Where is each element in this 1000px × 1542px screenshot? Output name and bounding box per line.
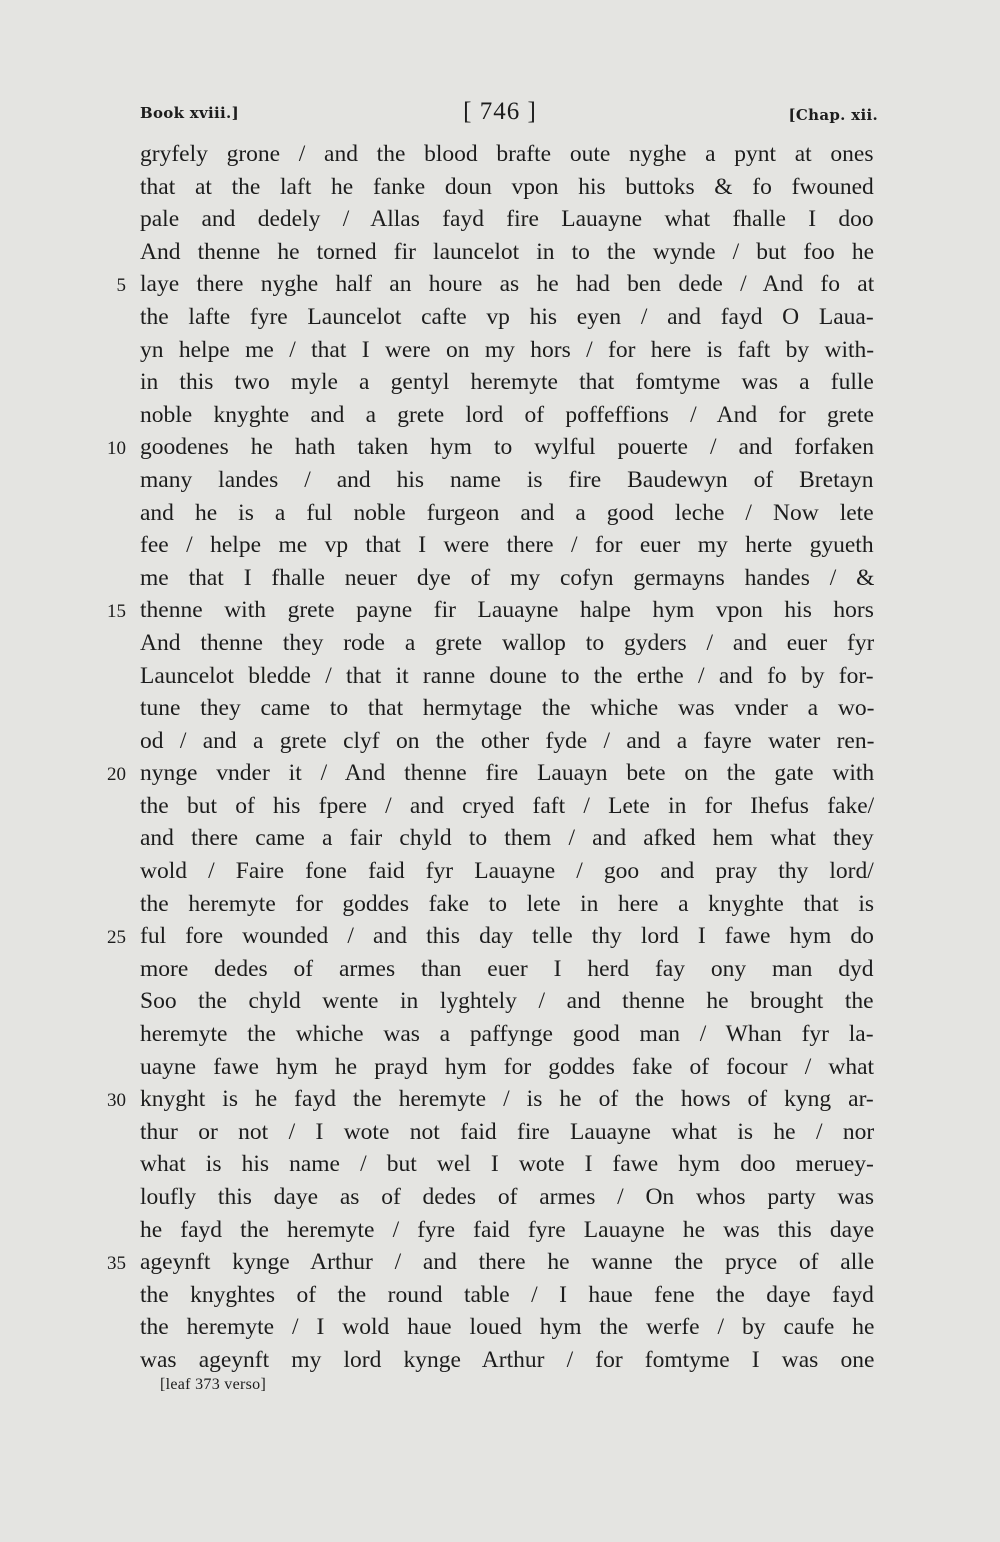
text-line	[0, 627, 1000, 660]
text-line	[0, 1181, 1000, 1214]
text-line	[0, 236, 1000, 269]
text-line	[0, 692, 1000, 725]
line-text: laye there nyghe half an houre as he had ben dede / And fo at	[140, 271, 874, 298]
text-line	[0, 1214, 1000, 1247]
text-line	[0, 790, 1000, 823]
line-text: the lafte fyre Launcelot cafte vp his eyen / and fayd O Laua-	[140, 303, 874, 330]
line-text: Launcelot bledde / that it ranne doune to the erthe / and fo by for-	[140, 662, 874, 689]
line-text: ful fore wounded / and this day telle thy lord I fawe hym do	[140, 923, 874, 950]
chapter-heading: [Chap. xii.	[788, 106, 878, 124]
line-number: 25	[107, 927, 126, 949]
text-line	[0, 1246, 1000, 1279]
line-text: that at the laft he fanke doun vpon his buttoks & fo fwouned	[140, 173, 874, 200]
line-text: uayne fawe hym he prayd hym for goddes fake of focour / what	[140, 1053, 874, 1080]
line-text: pale and dedely / Allas fayd fire Lauayne what fhalle I doo	[140, 206, 874, 233]
line-text: what is his name / but wel I wote I fawe hym doo meruey-	[140, 1151, 874, 1178]
text-line	[0, 138, 1000, 171]
text-line	[0, 855, 1000, 888]
text-line	[0, 529, 1000, 562]
line-text: od / and a grete clyf on the other fyde / and a fayre water ren-	[140, 727, 874, 754]
text-line	[0, 985, 1000, 1018]
line-text: goodenes he hath taken hym to wylful pouerte / and forfaken	[140, 434, 874, 461]
text-line	[0, 301, 1000, 334]
text-line	[0, 497, 1000, 530]
line-number: 5	[116, 275, 126, 297]
text-line	[0, 562, 1000, 595]
text-line	[0, 1279, 1000, 1312]
line-text: in this two myle a gentyl heremyte that fomtyme was a fulle	[140, 369, 874, 396]
line-text: noble knyghte and a grete lord of poffeffions / And for grete	[140, 401, 874, 428]
running-head	[0, 98, 1000, 132]
line-text: was ageynft my lord kynge Arthur / for fomtyme I was one	[140, 1346, 874, 1373]
text-line	[0, 399, 1000, 432]
text-line	[0, 920, 1000, 953]
line-text: tune they came to that hermytage the whiche was vnder a wo-	[140, 695, 874, 722]
text-line	[0, 660, 1000, 693]
text-line	[0, 757, 1000, 790]
line-text: he fayd the heremyte / fyre faid fyre Lauayne he was this daye	[140, 1216, 874, 1243]
line-number: 15	[107, 601, 126, 623]
line-text: thenne with grete payne fir Lauayne halpe hym vpon his hors	[140, 597, 874, 624]
text-line	[0, 1344, 1000, 1377]
line-text: many landes / and his name is fire Baudewyn of Bretayn	[140, 466, 874, 493]
text-line	[0, 888, 1000, 921]
text-line	[0, 1116, 1000, 1149]
text-line	[0, 334, 1000, 367]
line-text: the but of his fpere / and cryed faft / Lete in for Ihefus fake/	[140, 792, 874, 819]
line-text: the knyghtes of the round table / I haue fene the daye fayd	[140, 1281, 874, 1308]
page-number: [ 746 ]	[463, 98, 537, 125]
line-text: fee / helpe me vp that I were there / for euer my herte gyueth	[140, 532, 874, 559]
text-line	[0, 1311, 1000, 1344]
text-line	[0, 268, 1000, 301]
line-number: 20	[107, 764, 126, 786]
line-text: heremyte the whiche was a paffynge good man / Whan fyr la-	[140, 1021, 874, 1048]
text-line	[0, 171, 1000, 204]
line-number: 35	[107, 1253, 126, 1275]
line-text: ageynft kynge Arthur / and there he wanne the pryce of alle	[140, 1249, 874, 1276]
line-text: the heremyte for goddes fake to lete in here a knyghte that is	[140, 890, 874, 917]
text-line	[0, 366, 1000, 399]
text-line	[0, 1148, 1000, 1181]
text-line	[0, 594, 1000, 627]
text-line	[0, 725, 1000, 758]
line-text: knyght is he fayd the heremyte / is he of the hows of kyng ar-	[140, 1086, 874, 1113]
line-text: the heremyte / I wold haue loued hym the werfe / by caufe he	[140, 1314, 874, 1341]
line-text: gryfely grone / and the blood brafte oute nyghe a pynt at ones	[140, 141, 874, 167]
text-line	[0, 1018, 1000, 1051]
line-text: And thenne he torned fir launcelot in to the wynde / but foo he	[140, 238, 874, 265]
line-text: and he is a ful noble furgeon and a good leche / Now lete	[140, 499, 874, 526]
line-text: loufly this daye as of dedes of armes / On whos party was	[140, 1184, 874, 1210]
line-text: me that I fhalle neuer dye of my cofyn germayns handes / &	[140, 564, 874, 591]
leaf-note: [leaf 373 verso]	[160, 1376, 267, 1393]
body-text	[0, 138, 1000, 1377]
text-line	[0, 1083, 1000, 1116]
line-text: thur or not / I wote not faid fire Lauayne what is he / nor	[140, 1118, 874, 1145]
line-text: And thenne they rode a grete wallop to gyders / and euer fyr	[140, 629, 874, 656]
line-number: 30	[107, 1090, 126, 1112]
text-line	[0, 822, 1000, 855]
text-line	[0, 203, 1000, 236]
line-text: Soo the chyld wente in lyghtely / and thenne he brought the	[140, 988, 874, 1015]
text-line	[0, 953, 1000, 986]
line-text: nynge vnder it / And thenne fire Lauayn bete on the gate with	[140, 760, 874, 787]
line-text: yn helpe me / that I were on my hors / for here is faft by with-	[140, 336, 874, 363]
text-line	[0, 464, 1000, 497]
book-heading: Book xviii.]	[140, 104, 239, 122]
line-text: and there came a fair chyld to them / and afked hem what they	[140, 825, 874, 852]
line-text: more dedes of armes than euer I herd fay ony man dyd	[140, 955, 874, 982]
text-line	[0, 1051, 1000, 1084]
line-number: 10	[107, 438, 126, 460]
text-line	[0, 431, 1000, 464]
line-text: wold / Faire fone faid fyr Lauayne / goo and pray thy lord/	[140, 858, 874, 885]
